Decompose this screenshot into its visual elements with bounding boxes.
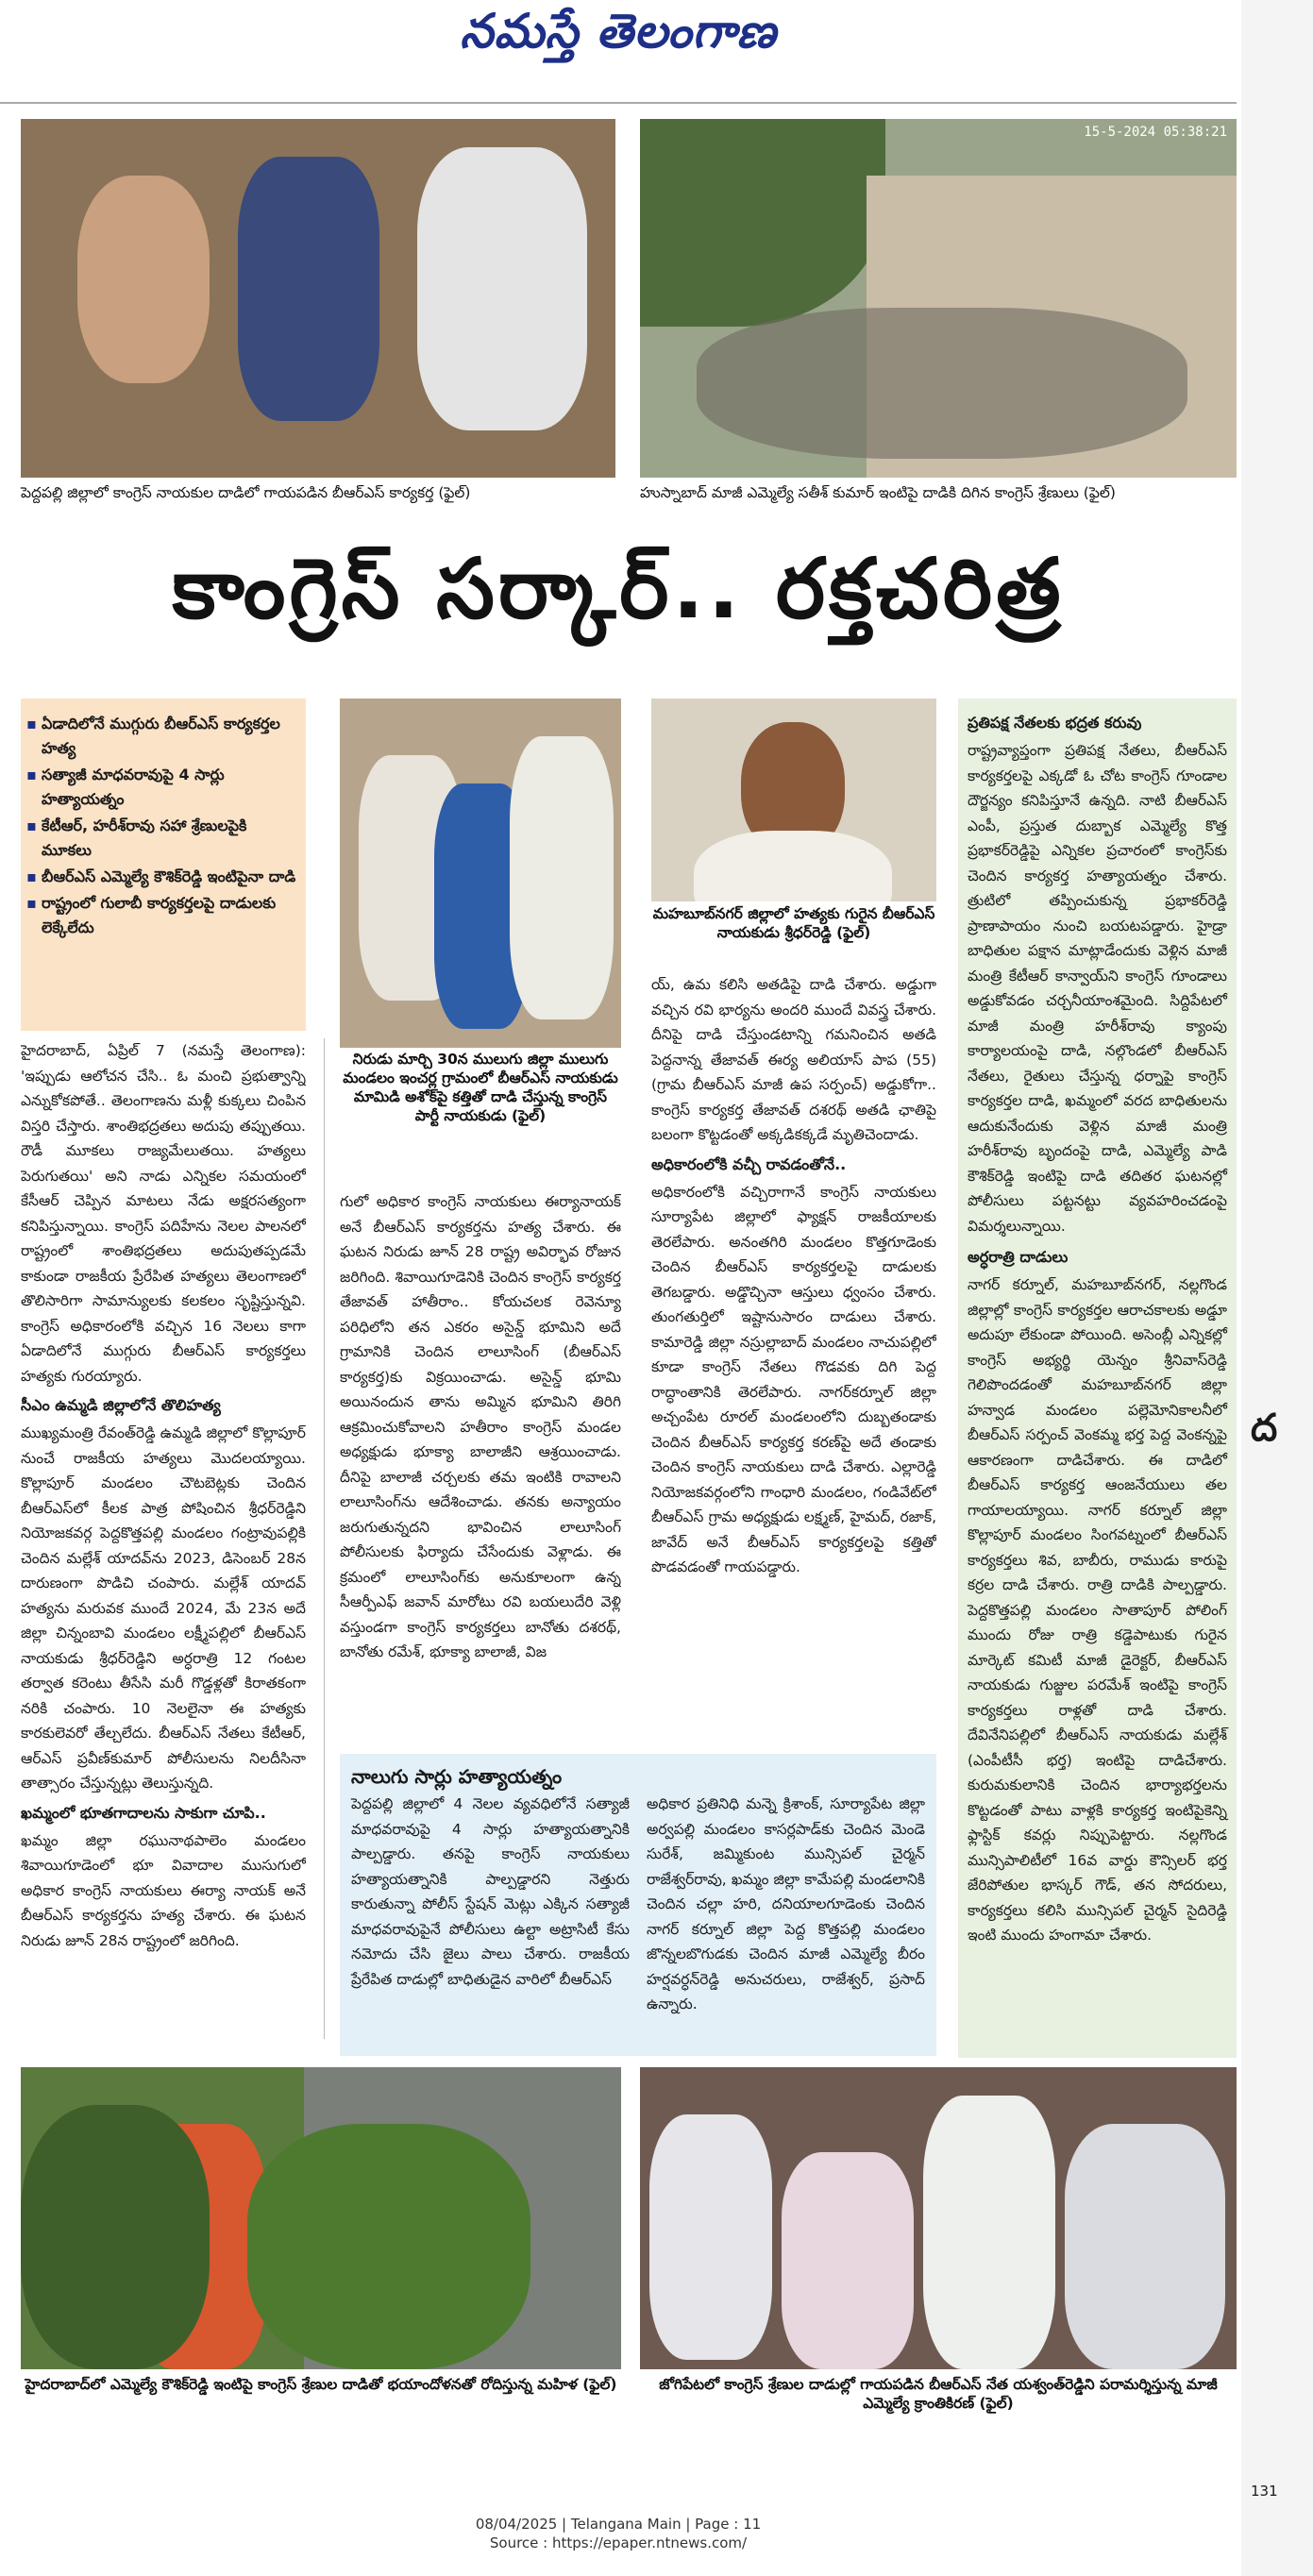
article-paragraph: ముఖ్యమంత్రి రేవంత్‌రెడ్డి ఉమ్మడి జిల్లాలో కొల్లాపూర్ నుంచే రాజకీయ హత్యలు మొదలయ్యాయి. కొల్లాపూర్ మండలం చౌటబెట్లకు చెందిన బీఆర్ఎస్‌లో కీలక పాత్ర పోషించిన శ్రీధర్‌రెడ్డిని నియోజకవర్గ పెద్దకొత్తపల్లి మండలం గంట్రావుపల్లికి చెందిన మల్లేశ్ యాదవ్‌ను 2023, డిసెంబర్ 28న దారుణంగా పొడిచి చంపారు. మల్లేశ్ యాదవ్ హత్యను మరువక ముందే 2024, మే 23న అదే జిల్లా చిన్నంబావి మండలం లక్ష్మీపల్లిలో బీఆర్ఎస్ నాయకుడు శ్రీధర్‌రెడ్డిని అర్ధరాత్రి 12 గంటల తర్వాత కరెంటు తీసేసి మరీ గొడ్డళ్లతో కిరాతకంగా నరికి చంపారు. 10 నెలలైనా ఈ హత్యకు కారకులెవరో తేల్చలేదు. బీఆర్ఎస్ నేతలు కేటీఆర్, ఆర్ఎస్ ప్రవీణ్‌కుమార్ పోలీసులను నిలదీసినా తాత్సారం చేస్తున్నట్లు తెలుస్తున్నది.	[21, 1424, 306, 1792]
highlight-item: ▪ రాష్ట్రంలో గులాబీ కార్యకర్తలపై దాడులకు లెక్కేలేదు	[42, 891, 296, 940]
caption-mid-left: నిరుడు మార్చి 30న ములుగు జిల్లా ములుగు మండలం ఇంచర్ల గ్రామంలో బీఆర్ఎస్ నాయకుడు మామిడి అశోక్‌పై కత్తితో దాడి చేస్తున్న కాంగ్రెస్ పార్టీ నాయకుడు (ఫైల్)	[343, 1051, 618, 1124]
article-subheading: అర్ధరాత్రి దాడులు	[968, 1248, 1069, 1266]
caption-bottom-left: హైదరాబాద్‌లో ఎమ్మెల్యే కౌశిక్‌రెడ్డి ఇంటిపై కాంగ్రెస్ శ్రేణుల దాడితో భయాందోళనతో రోదిస్తున్న మహిళ (ఫైల్)	[25, 2376, 617, 2393]
article-paragraph: ఖమ్మం జిల్లా రఘునాథపాలెం మండలం శివాయిగూడెంలో భూ వివాదాల ముసుగులో అధికార కాంగ్రెస్ నాయకులు ఈర్యా నాయక్ అనే బీఆర్ఎస్ కార్యకర్తను హత్య చేశారు. ఈ ఘటన నిరుడు జూన్ 28న రాష్ట్రంలో జరిగింది.	[21, 1831, 306, 1949]
article-column-2	[340, 1189, 621, 1746]
masthead-title: నమస్తే తెలంగాణ	[460, 4, 777, 59]
highlights-box	[21, 699, 306, 1031]
page-footer	[0, 2515, 1237, 2552]
photo-mid-center	[651, 699, 936, 901]
article-paragraph: య్, ఉమ కలిసి అతడిపై దాడి చేశారు. అడ్డుగా వచ్చిన రవి భార్యను అందరి ముందే వివస్త్ర చేశారు. దీనిపై దాడి చేస్తుండటాన్ని గమనించిన అతడి పెద్దనాన్న తేజావత్ ఈర్య అలియాస్ పాప (55) (గ్రామ బీఆర్ఎస్ మాజీ ఉప సర్పంచ్) అడ్డుకోగా.. కాంగ్రెస్ కార్యకర్త తేజావత్ దశరథ్ అతడి ఛాతిపై బలంగా కొట్టడంతో అక్కడికక్కడే మృతిచెందాడు.	[651, 976, 936, 1143]
article-column-1	[21, 1038, 306, 2039]
photo-top-right	[640, 119, 1237, 478]
top-divider	[0, 102, 1237, 104]
box-heading: నాలుగు సార్లు హత్యాయత్నం	[351, 1765, 563, 1788]
article-subheading: ప్రతిపక్ష నేతలకు భద్రత కరువు	[968, 714, 1142, 732]
footer-source: Source : https://epaper.ntnews.com/	[489, 2534, 748, 2551]
article-paragraph: నాగర్ కర్నూల్, మహబూబ్‌నగర్, నల్లగొండ జిల్లాల్లో కాంగ్రెస్ కార్యకర్తల ఆరాచకాలకు అడ్డూ అదుపూ లేకుండా పోయింది. అసెంబ్లీ ఎన్నికల్లో కాంగ్రెస్ అభ్యర్థి యెన్నం శ్రీనివాస్‌రెడ్డి గెలిపొందడంతో మహబూబ్‌నగర్ జిల్లా హన్వాడ మండలం పల్లెమోనికాలనీలో బీఆర్ఎస్ సర్పంచ్ వెంకమ్మ భర్త పెద్ద వెంకన్నపై ఆకారణంగా దాడిచేశారు. ఈ దాడిలో బీఆర్ఎస్ కార్యకర్త ఆంజనేయులు తల గాయాలయ్యాయి. నాగర్ కర్నూల్ జిల్లా కొల్లాపూర్ మండలం సింగవట్నంలో బీఆర్ఎస్ కార్యకర్తలు శివ, బాబీరు, రాముడు కారుపై కర్రల దాడి చేశారు. రాత్రి దాడికి పాల్పడ్డారు. పెద్దకొత్తపల్లి మండలం సాతాపూర్ పోలింగ్ ముందు రోజు రాత్రి కడ్డెపాటుకు గురైన మార్కెట్ కమిటీ మాజీ డైరెక్టర్, బీఆర్ఎస్ నాయకుడు గుజ్జుల పరమేశ్ ఇంటిపై కాంగ్రెస్ కార్యకర్తలు రాళ్లతో దాడి చేశారు. దేవినేనిపల్లిలో బీఆర్ఎస్ నాయకుడు మల్లేశ్ (ఎంపీటీసీ భర్త) ఇంటిపై దాడిచేశారు. కురుమకులానికి చెందిన భార్యాభర్తలను కొట్టడంతో పాటు వాళ్లకి కార్యకర్త ఇంటిపైకెన్ని ఫ్లాస్టిక్ కవర్లు నిప్పుపెట్టారు. నల్లగొండ మున్సిపాలిటీలో 16వ వార్డు కౌన్సిలర్ భర్త జేరిపోతుల భాస్కర్ గౌడ్, తన సోదరులు, కార్యకర్తలు కలిసి మున్సిపల్ చైర్మన్ సైదిరెడ్డి ఇంటి ముందు హంగామా చేశారు.	[968, 1276, 1227, 1944]
article-subheading: సీఎం ఉమ్మడి జిల్లాలోనే తొలిహత్య	[21, 1396, 221, 1414]
article-paragraph: పెద్దపల్లి జిల్లాలో 4 నెలల వ్యవధిలోనే సత్యాజీ మాధవరావుపై 4 సార్లు హత్యాయత్నానికి పాల్పడ్డారు. తనపై కాంగ్రెస్ నాయకులు హత్యాయత్నానికి పాల్పడ్డారని నెత్తురు కారుతున్నా పోలీస్ స్టేషన్ మెట్లు ఎక్కిన సత్యాజీ మాధవరావుపైనే పోలీసులు ఉల్టా అట్రాసిటీ కేసు నమోదు చేసి జైలు పాలు చేశారు. రాజకీయ ప్రేరేపిత దాడుల్లో బాధితుడైన వారిలో బీఆర్ఎస్	[351, 1795, 630, 1988]
article-paragraph: హైదరాబాద్, ఏప్రిల్ 7 (నమస్తే తెలంగాణ): 'ఇప్పుడు ఆలోచన చేసి.. ఓ మంచి ప్రభుత్వాన్ని ఎన్నుకోకపోతే.. తెలంగాణను మళ్లీ కుక్కలు చింపిన విస్తరి చేస్తారు. శాంతిభద్రతలు అదుపు తప్పుతయి. రౌడీ మూకలు రాజ్యమేలుతయి. హత్యలు పెరుగుతయి' అని నాడు ఎన్నికల సమయంలో కేసీఆర్ చెప్పిన మాటలు నేడు అక్షరసత్యంగా కనిపిస్తున్నాయి. కాంగ్రెస్ పదిహేను నెలల పాలనలో రాష్ట్రంలో శాంతిభద్రతలు అదుపుతప్పడమే కాకుండా రాజకీయ ప్రేరేపిత హత్యలు తెలంగాణలో తొలిసారిగా సామాన్యులకు కలకలం సృష్టిస్తున్నవి. కాంగ్రెస్ అధికారంలోకి వచ్చిన 16 నెలలు కాగా ఏడాదిలోనే ముగ్గురు బీఆర్ఎస్ కార్యకర్తలు హత్యకు గురయ్యారు.	[21, 1042, 306, 1385]
caption-mid-center: మహబూబ్‌నగర్ జిల్లాలో హత్యకు గురైన బీఆర్ఎస్ నాయకుడు శ్రీధర్‌రెడ్డి (ఫైల్)	[652, 905, 935, 941]
highlight-item: ▪ ఏడాదిలోనే ముగ్గురు బీఆర్ఎస్ కార్యకర్తల హత్య	[42, 712, 296, 761]
strip-letter: ద	[1251, 1406, 1278, 1450]
article-column-4	[958, 699, 1237, 2058]
highlight-item: ▪ బీఆర్ఎస్ ఎమ్మెల్యే కౌశిక్‌రెడ్డి ఇంటిపైనా దాడి	[42, 865, 296, 889]
article-paragraph: అధికారంలోకి వచ్చిరాగానే కాంగ్రెస్ నాయకులు సూర్యాపేట జిల్లాలో ఫ్యాక్షన్ రాజకీయాలకు తెరలేపారు. అనంతగిరి మండలం కొత్తగూడెంకు చెందిన బీఆర్ఎస్ కార్యకర్తలపై దాడులకు తెగబడ్డారు. అడ్డొచ్చినా ఆస్తులు ధ్వంసం చేశారు. తుంగతుర్తిలో ఇష్టానుసారం దాడులు చేశారు. కామారెడ్డి జిల్లా నస్రుల్లాబాద్ మండలం నాచుపల్లిలో కూడా కాంగ్రెస్ నేతలు గొడవకు దిగి పెద్ద రాద్ధాంతానికి తెరలేపారు. నాగర్‌కర్నూల్ జిల్లా అచ్చంపేట రూరల్ మండలంలోని దుబ్బతండాకు చెందిన బీఆర్ఎస్ కార్యకర్త కరణ్‌పై అదే తండాకు చెందిన కాంగ్రెస్ నాయకులు దాడి చేశారు. ఎల్లారెడ్డి నియోజకవర్గంలోని గాంధారి మండలం, గండివేట్‌లో బీఆర్ఎస్ గ్రామ అధ్యక్షుడు లక్ష్మణ్, హైమద్, రజాక్, జావేద్ అనే బీఆర్ఎస్ కార్యకర్తలపై కత్తితో పొడవడంతో గాయపడ్డారు.	[651, 1183, 936, 1575]
photo-bottom-left	[21, 2067, 621, 2369]
highlight-item: ▪ సత్యాజీ మాధవరావుపై 4 సార్లు హత్యాయత్నం	[42, 763, 296, 812]
column-rule	[324, 1038, 325, 2039]
photo-timestamp: 15-5-2024 05:38:21	[1084, 125, 1227, 140]
article-paragraph: గులో అధికార కాంగ్రెస్ నాయకులు ఈర్యానాయక్ అనే బీఆర్ఎస్ కార్యకర్తను హత్య చేశారు. ఈ ఘటన నిరుడు జూన్ 28 రాష్ట్ర అవిర్భావ రోజున జరిగింది. శివాయిగూడెనికి చెందిన కాంగ్రెస్ కార్యకర్త తేజావత్ హాతీరాం.. కోయచలక రెవెన్యూ పరిధిలోని తన ఎకరం అసైన్డ్ భూమిని అదే గ్రామానికి చెందిన లాలూసింగ్ (బీఆర్ఎస్ కార్యకర్త)కు విక్రయించాడు. అసైన్డ్ భూమి అయినందున తాను అమ్మిన భూమిని తిరిగి ఆక్రమించుకోవాలని హతీరాం కాంగ్రెస్ మండల అధ్యక్షుడు భూక్యా బాలాజీని ఆశ్రయించాడు. దీనిపై బాలాజీ చర్చలకు తమ ఇంటికి రావాలని లాలూసింగ్‌ను ఆదేశించాడు. తనకు అన్యాయం జరుగుతున్నదని భావించిన లాలూసింగ్ పోలీసులకు ఫిర్యాదు చేసేందుకు వెళ్లాడు. ఈ క్రమంలో లాలూసింగ్‌కు అనుకూలంగా ఉన్న సీఆర్పీఎఫ్ జవాన్ మారోటు రవి బయలుదేరి వెళ్లి వస్తుండగా కాంగ్రెస్ కార్యకర్తలు బానోతు దశరథ్, బానోతు రమేశ్, భూక్యా బాలాజీ, విజ	[340, 1193, 621, 1660]
strip-number: 131	[1251, 2483, 1278, 2500]
photo-mid-left	[340, 699, 621, 1048]
caption-top-right: హుస్నాబాద్ మాజీ ఎమ్మెల్యే సతీశ్ కుమార్ ఇంటిపై దాడికి దిగిన కాంగ్రెస్ శ్రేణులు (ఫైల్)	[640, 484, 1116, 501]
article-subheading: ఖమ్మంలో భూతగాదాలను సాకుగా చూపి..	[21, 1803, 266, 1822]
photo-top-left	[21, 119, 615, 478]
adjacent-page-strip	[1241, 0, 1313, 2576]
article-subheading: అధికారంలోకి వచ్చీ రావడంతోనే..	[651, 1154, 847, 1173]
caption-top-left: పెద్దపల్లి జిల్లాలో కాంగ్రెస్ నాయకుల దాడిలో గాయపడిన బీఆర్ఎస్ కార్యకర్త (ఫైల్)	[21, 484, 471, 501]
highlights-list	[21, 699, 306, 950]
article-paragraph: రాష్ట్రవ్యాప్తంగా ప్రతిపక్ష నేతలు, బీఆర్ఎస్ కార్యకర్తలపై ఎక్కడో ఓ చోట కాంగ్రెస్ గూండాల దౌర్జన్యం కనిపిస్తూనే ఉన్నది. నాటి బీఆర్ఎస్ ఎంపీ, ప్రస్తుత దుబ్బాక ఎమ్మెల్యే కొత్త ప్రభాకర్‌రెడ్డిపై ఎన్నికల ప్రచారంలో కాంగ్రెస్‌కు చెందిన కార్యకర్త హత్యాయత్నం చేశారు. త్రుటిలో తప్పించుకున్న ప్రభాకర్‌రెడ్డి ప్రాణాపాయం నుంచి బయటపడ్డారు. హైడ్రా బాధితుల పక్షాన మాట్లాడేందుకు వెళ్లిన మాజీ మంత్రి కేటీఆర్ కాన్వాయ్‌ని కాంగ్రెస్ గూండాలు అడ్డుకోవడం చర్చనీయాంశమైంది. సిద్దిపేటలో మాజీ మంత్రి హరీశ్‌రావు క్యాంపు కార్యాలయంపై దాడి, నల్గొండలో బీఆర్ఎస్ నేతలు, రైతులు చేస్తున్న ధర్నాపై కాంగ్రెస్ కార్యకర్తల దాడి, ఖమ్మంలో వరద బాధితులను ఆదుకునేందుకు వెళ్లిన మాజీ మంత్రి హరీశ్‌రావు బృందంపై దాడి, ఎమ్మెల్యే పాడి కౌశిక్‌రెడ్డి ఇంటిపై దాడి తదితర ఘటనల్లో పోలీసులు పట్టనట్టు వ్యవహరించడంపై విమర్శలున్నాయి.	[968, 742, 1227, 1235]
footer-date-page: 08/04/2025 | Telangana Main | Page : 11	[475, 2516, 762, 2533]
highlight-item: ▪ కేటీఆర్, హరీశ్‌రావు సహా శ్రేణులపైకి మూకలు	[42, 814, 296, 863]
photo-bottom-right	[640, 2067, 1237, 2369]
caption-bottom-right: జోగిపేటలో కాంగ్రెస్ శ్రేణుల దాడుల్లో గాయపడిన బీఆర్ఎస్ నేత యశ్వంత్‌రెడ్డిని పరామర్శిస్తున్న మాజీ ఎమ్మెల్యే క్రాంతికిరణ్ (ఫైల్)	[659, 2376, 1218, 2412]
sidebar-box-attempts	[340, 1754, 936, 2056]
article-column-3	[651, 972, 936, 1746]
article-paragraph: అధికార ప్రతినిధి మన్నె క్రిశాంక్, సూర్యాపేట జిల్లా అర్వపల్లి మండలం కాసర్లపాడ్‌కు చెందిన మెండె సురేశ్, జమ్మికుంట మున్సిపల్ చైర్మన్ రాజేశ్వర్‌రావు, ఖమ్మం జిల్లా కామేపల్లి మండలానికి చెందిన చల్లా హరి, దనియాలగూడెంకు చెందిన నాగర్ కర్నూల్ జిల్లా పెద్ద కొత్తపల్లి మండలం జొన్నలబొగుడకు చెందిన మాజీ ఎమ్మెల్యే బీరం హర్షవర్ధన్‌రెడ్డి అనుచరులు, రాజేశ్వర్, ప్రసాద్ ఉన్నారు.	[647, 1795, 925, 2012]
masthead	[0, 0, 1237, 85]
page-headline: కాంగ్రెస్ సర్కార్.. రక్తచరిత్ర	[172, 540, 1065, 637]
